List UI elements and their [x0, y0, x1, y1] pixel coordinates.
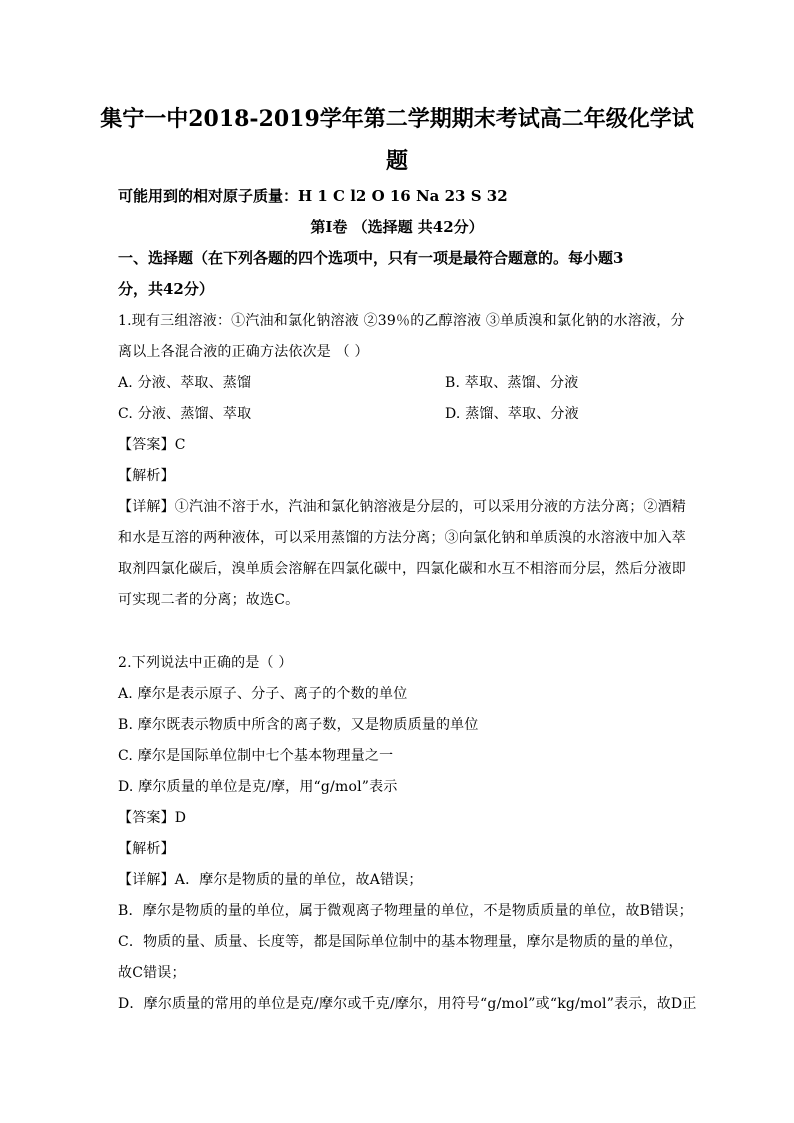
q2-option-b: B. 摩尔既表示物质中所含的离子数，又是物质质量的单位	[118, 717, 479, 733]
q1-stem-line2: 离以上各混合液的正确方法依次是 （ ）	[118, 344, 369, 360]
q1-detail-line3: 取剂四氯化碳后，溴单质会溶解在四氯化碳中，四氯化碳和水互不相溶而分层，然后分液即	[118, 561, 686, 577]
q2-detail-line3: C．物质的量、质量、长度等，都是国际单位制中的基本物理量，摩尔是物质的量的单位，	[118, 934, 683, 950]
q2-detail-line2: B．摩尔是物质的量的单位，属于微观离子物理量的单位，不是物质质量的单位，故B错误；	[118, 903, 693, 919]
q1-option-a: A. 分液、萃取、蒸馏	[118, 375, 252, 391]
q1-option-d: D. 蒸馏、萃取、分液	[445, 406, 579, 422]
atomic-masses: 可能用到的相对原子质量：H 1 C l2 O 16 Na 23 S 32	[118, 187, 508, 205]
q1-answer: 【答案】C	[118, 437, 186, 453]
q1-detail-line1: 【详解】①汽油不溶于水，汽油和氯化钠溶液是分层的，可以采用分液的方法分离；②酒精	[118, 499, 686, 515]
q1-option-c: C. 分液、蒸馏、萃取	[118, 406, 252, 422]
exam-title-line1: 集宁一中2018-2019学年第二学期期末考试高二年级化学试	[100, 106, 694, 132]
q1-option-b: B. 萃取、蒸馏、分液	[445, 375, 579, 391]
q2-detail-line5: D．摩尔质量的常用的单位是克/摩尔或千克/摩尔，用符号“g/mol”或“kg/mol”表示，故D正	[118, 996, 697, 1012]
q1-detail-line2: 和水是互溶的两种液体，可以采用蒸馏的方法分离；③向氯化钠和单质溴的水溶液中加入萃	[118, 530, 686, 546]
q2-answer: 【答案】D	[118, 810, 187, 826]
section-heading-line2: 分，共42分）	[118, 280, 214, 298]
section-heading-line1: 一、选择题（在下列各题的四个选项中，只有一项是最符合题意的。每小题3	[118, 249, 624, 267]
q2-analysis-label: 【解析】	[118, 841, 175, 857]
q1-detail-line4: 可实现二者的分离；故选C。	[118, 592, 300, 608]
q1-stem-line1: 1.现有三组溶液：①汽油和氯化钠溶液 ②39％的乙醇溶液 ③单质溴和氯化钠的水溶液，分	[118, 313, 685, 329]
q2-option-a: A. 摩尔是表示原子、分子、离子的个数的单位	[118, 686, 408, 702]
exam-title-line2: 题	[385, 148, 408, 174]
q2-detail-line1: 【详解】A．摩尔是物质的量的单位，故A错误；	[118, 872, 423, 888]
volume-heading: 第Ⅰ卷 （选择题 共42分）	[310, 218, 484, 236]
q2-option-c: C. 摩尔是国际单位制中七个基本物理量之一	[118, 748, 394, 764]
q2-detail-line4: 故C错误；	[118, 965, 186, 981]
q1-analysis-label: 【解析】	[118, 468, 175, 484]
q2-option-d: D. 摩尔质量的单位是克/摩，用“g/mol”表示	[118, 779, 398, 795]
q2-stem: 2.下列说法中正确的是（ ）	[118, 655, 293, 671]
